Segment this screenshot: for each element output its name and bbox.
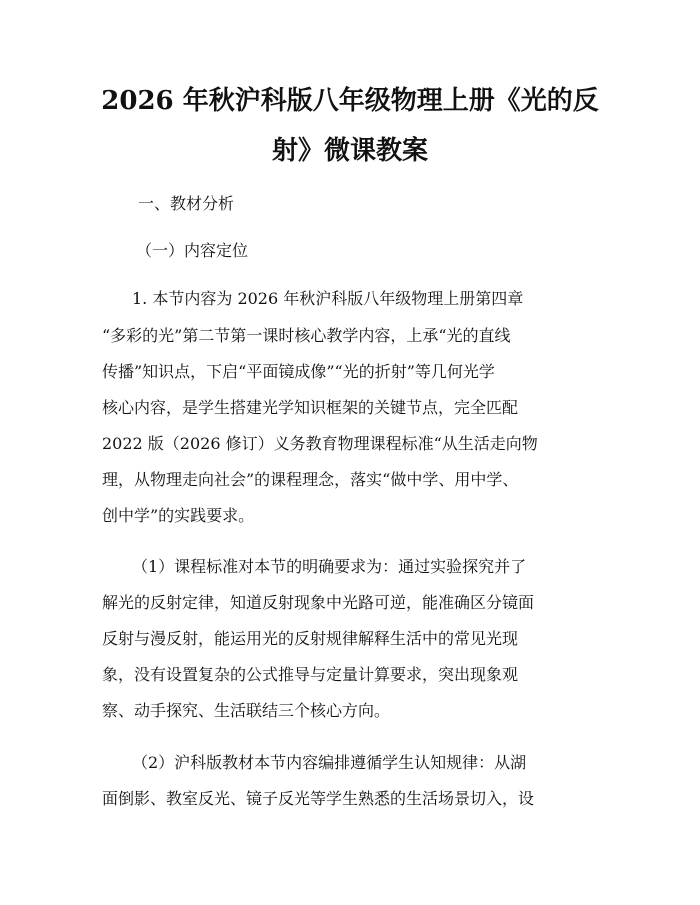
paragraph-2-line-2: 解光的反射定律，知道反射现象中光路可逆，能准确区分镜面 [102,593,535,612]
paragraph-2-line-5: 察、动手探究、生活联结三个核心方向。 [102,701,391,720]
paragraph-2-line-3: 反射与漫反射，能运用光的反射规律解释生活中的常见光现 [102,629,519,648]
document-title-line-2: 射》微课教案 [271,136,428,166]
paragraph-1-line-4: 核心内容，是学生搭建光学知识框架的关键节点，完全匹配 [102,398,519,417]
section-heading: 一、教材分析 [138,194,235,213]
paragraph-1-line-1: 1. 本节内容为 2026 年秋沪科版八年级物理上册第四章 [132,289,524,308]
document-title-line-1: 2026 年秋沪科版八年级物理上册《光的反 [101,86,599,116]
paragraph-1-line-7: 创中学”的实践要求。 [102,506,255,525]
paragraph-1-line-2: “多彩的光”第二节第一课时核心教学内容，上承“光的直线 [102,326,511,345]
paragraph-3-line-1: （2）沪科版教材本节内容编排遵循学生认知规律：从湖 [132,753,527,772]
paragraph-1-line-5: 2022 版（2026 修订）义务教育物理课程标准“从生活走向物 [102,434,538,453]
paragraph-1-line-6: 理，从物理走向社会”的课程理念，落实“做中学、用中学、 [102,470,519,489]
paragraph-3-line-2: 面倒影、教室反光、镜子反光等学生熟悉的生活场景切入，设 [102,789,535,808]
subsection-heading: （一）内容定位 [136,241,249,260]
paragraph-1-line-3: 传播”知识点，下启“平面镜成像”“光的折射”等几何光学 [102,362,495,381]
paragraph-2-line-1: （1）课程标准对本节的明确要求为：通过实验探究并了 [132,557,527,576]
paragraph-2-line-4: 象，没有设置复杂的公式推导与定量计算要求，突出现象观 [102,665,519,684]
